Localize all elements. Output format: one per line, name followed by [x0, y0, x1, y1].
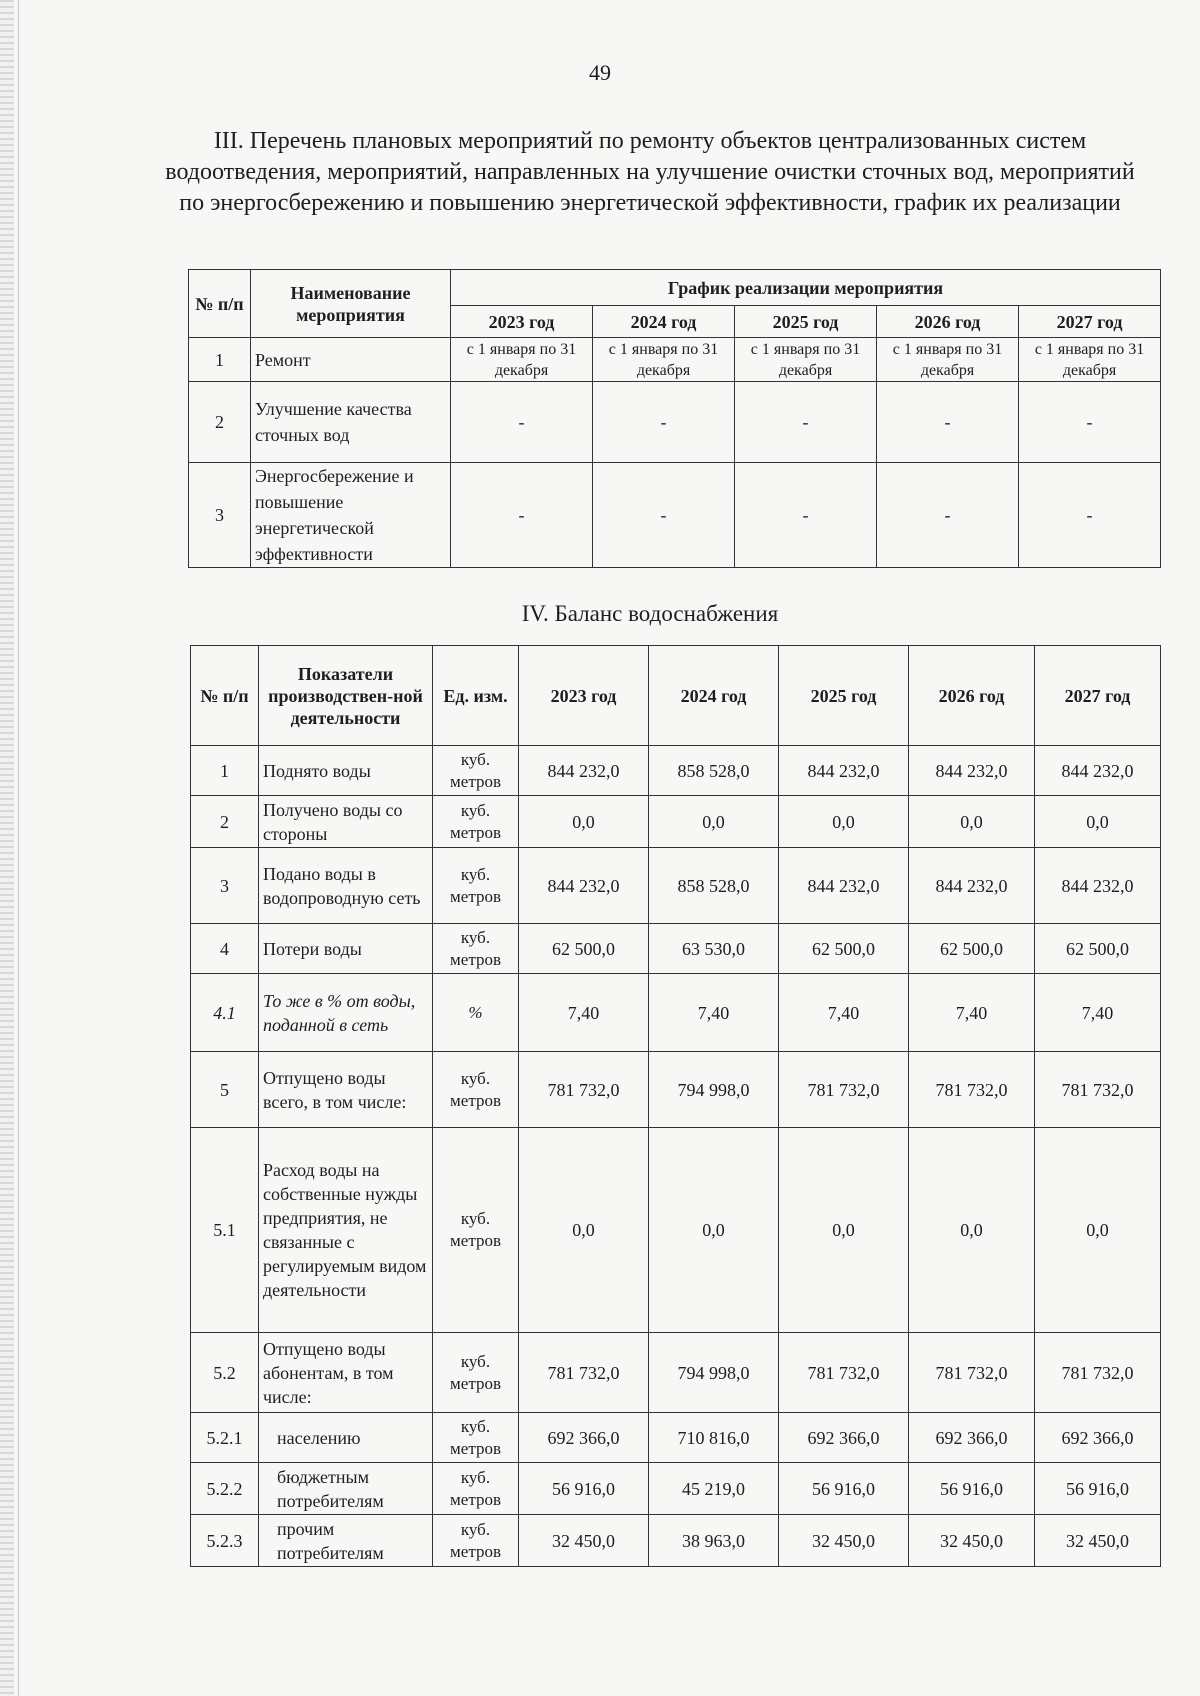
schedule-cell: -	[451, 382, 593, 463]
schedule-cell: с 1 января по 31 декабря	[735, 338, 877, 382]
table-row	[189, 338, 1161, 382]
value-cell: 781 732,0	[519, 1333, 649, 1413]
row-num: 5.2.1	[191, 1413, 259, 1463]
row-indicator: прочим потребителям	[259, 1515, 433, 1567]
row-unit: куб. метров	[433, 1333, 519, 1413]
row-indicator: Отпущено воды всего, в том числе:	[259, 1052, 433, 1128]
header-year: 2023 год	[519, 646, 649, 746]
value-cell: 7,40	[779, 974, 909, 1052]
header-year: 2024 год	[649, 646, 779, 746]
value-cell: 0,0	[1035, 1128, 1161, 1333]
header-unit: Ед. изм.	[433, 646, 519, 746]
schedule-cell: -	[735, 382, 877, 463]
table-row	[191, 848, 1161, 924]
row-indicator: бюджетным потребителям	[259, 1463, 433, 1515]
row-unit: куб. метров	[433, 1413, 519, 1463]
schedule-cell: -	[593, 463, 735, 568]
row-unit: куб. метров	[433, 1515, 519, 1567]
value-cell: 692 366,0	[1035, 1413, 1161, 1463]
row-unit: куб. метров	[433, 746, 519, 796]
row-unit: куб. метров	[433, 1463, 519, 1515]
row-num: 1	[189, 338, 251, 382]
table-row	[191, 924, 1161, 974]
header-year: 2023 год	[451, 306, 593, 338]
row-num: 4	[191, 924, 259, 974]
schedule-cell: -	[877, 382, 1019, 463]
schedule-cell: -	[1019, 382, 1161, 463]
value-cell: 844 232,0	[909, 746, 1035, 796]
value-cell: 0,0	[909, 796, 1035, 848]
value-cell: 62 500,0	[909, 924, 1035, 974]
value-cell: 710 816,0	[649, 1413, 779, 1463]
header-schedule: График реализации мероприятия	[451, 270, 1161, 306]
value-cell: 844 232,0	[519, 848, 649, 924]
row-name: Энергосбережение и повышение энергетической эффективности	[251, 463, 451, 568]
value-cell: 0,0	[649, 1128, 779, 1333]
value-cell: 32 450,0	[909, 1515, 1035, 1567]
row-indicator: населению	[259, 1413, 433, 1463]
header-event-name: Наименование мероприятия	[251, 270, 451, 338]
header-year: 2026 год	[909, 646, 1035, 746]
value-cell: 844 232,0	[779, 848, 909, 924]
value-cell: 781 732,0	[779, 1333, 909, 1413]
row-num: 2	[191, 796, 259, 848]
table-row	[191, 974, 1161, 1052]
value-cell: 45 219,0	[649, 1463, 779, 1515]
header-year: 2027 год	[1019, 306, 1161, 338]
row-indicator: Потери воды	[259, 924, 433, 974]
value-cell: 7,40	[649, 974, 779, 1052]
value-cell: 32 450,0	[519, 1515, 649, 1567]
row-unit: куб. метров	[433, 924, 519, 974]
value-cell: 0,0	[519, 796, 649, 848]
value-cell: 63 530,0	[649, 924, 779, 974]
value-cell: 781 732,0	[909, 1333, 1035, 1413]
value-cell: 62 500,0	[779, 924, 909, 974]
value-cell: 56 916,0	[779, 1463, 909, 1515]
schedule-cell: -	[735, 463, 877, 568]
schedule-cell: -	[1019, 463, 1161, 568]
value-cell: 692 366,0	[779, 1413, 909, 1463]
row-num: 5.2.3	[191, 1515, 259, 1567]
value-cell: 62 500,0	[519, 924, 649, 974]
value-cell: 794 998,0	[649, 1052, 779, 1128]
table-row	[191, 796, 1161, 848]
header-num: № п/п	[189, 270, 251, 338]
value-cell: 0,0	[779, 796, 909, 848]
row-indicator: То же в % от воды, поданной в сеть	[259, 974, 433, 1052]
section-4-title: IV. Баланс водоснабжения	[521, 601, 779, 626]
row-indicator: Поднято воды	[259, 746, 433, 796]
header-num: № п/п	[191, 646, 259, 746]
scan-edge-line	[18, 0, 19, 1696]
value-cell: 781 732,0	[909, 1052, 1035, 1128]
row-indicator: Получено воды со стороны	[259, 796, 433, 848]
value-cell: 56 916,0	[1035, 1463, 1161, 1515]
value-cell: 794 998,0	[649, 1333, 779, 1413]
value-cell: 858 528,0	[649, 848, 779, 924]
row-unit: куб. метров	[433, 848, 519, 924]
schedule-cell: с 1 января по 31 декабря	[1019, 338, 1161, 382]
row-indicator: Подано воды в водопроводную сеть	[259, 848, 433, 924]
value-cell: 0,0	[1035, 796, 1161, 848]
value-cell: 781 732,0	[1035, 1333, 1161, 1413]
value-cell: 32 450,0	[779, 1515, 909, 1567]
value-cell: 7,40	[519, 974, 649, 1052]
value-cell: 844 232,0	[1035, 848, 1161, 924]
value-cell: 844 232,0	[1035, 746, 1161, 796]
table-row	[189, 463, 1161, 568]
row-unit: куб. метров	[433, 1128, 519, 1333]
row-unit: куб. метров	[433, 1052, 519, 1128]
row-num: 5	[191, 1052, 259, 1128]
row-unit: куб. метров	[433, 796, 519, 848]
value-cell: 692 366,0	[909, 1413, 1035, 1463]
header-year: 2025 год	[779, 646, 909, 746]
header-indicator: Показатели производствен-ной деятельности	[259, 646, 433, 746]
value-cell: 0,0	[649, 796, 779, 848]
value-cell: 56 916,0	[519, 1463, 649, 1515]
events-schedule-table	[188, 269, 1161, 568]
row-num: 5.2.2	[191, 1463, 259, 1515]
value-cell: 32 450,0	[1035, 1515, 1161, 1567]
row-num: 5.1	[191, 1128, 259, 1333]
schedule-cell: -	[593, 382, 735, 463]
section-3-title: III. Перечень плановых мероприятий по ремонту объектов централизованных систем водоотведения, мероприятий, направленных на улучшение очистки сточных вод, мероприятий по энергосбережению и повышению энергетической эффективности, график их реализации	[165, 128, 1135, 216]
value-cell: 692 366,0	[519, 1413, 649, 1463]
value-cell: 781 732,0	[1035, 1052, 1161, 1128]
table-row	[191, 1413, 1161, 1463]
value-cell: 844 232,0	[519, 746, 649, 796]
table-row	[191, 1515, 1161, 1567]
table-row	[191, 1128, 1161, 1333]
header-year: 2025 год	[735, 306, 877, 338]
scan-edge	[0, 0, 14, 1696]
value-cell: 7,40	[1035, 974, 1161, 1052]
value-cell: 844 232,0	[909, 848, 1035, 924]
row-unit: %	[433, 974, 519, 1052]
row-num: 3	[189, 463, 251, 568]
value-cell: 62 500,0	[1035, 924, 1161, 974]
row-num: 4.1	[191, 974, 259, 1052]
water-balance-table	[190, 645, 1161, 1567]
page-number: 49	[589, 60, 611, 85]
value-cell: 7,40	[909, 974, 1035, 1052]
value-cell: 844 232,0	[779, 746, 909, 796]
schedule-cell: с 1 января по 31 декабря	[593, 338, 735, 382]
header-year: 2026 год	[877, 306, 1019, 338]
table-row	[191, 1052, 1161, 1128]
value-cell: 38 963,0	[649, 1515, 779, 1567]
value-cell: 0,0	[909, 1128, 1035, 1333]
row-num: 5.2	[191, 1333, 259, 1413]
schedule-cell: -	[877, 463, 1019, 568]
table-row	[191, 1463, 1161, 1515]
value-cell: 781 732,0	[779, 1052, 909, 1128]
value-cell: 0,0	[779, 1128, 909, 1333]
row-num: 2	[189, 382, 251, 463]
row-num: 3	[191, 848, 259, 924]
value-cell: 858 528,0	[649, 746, 779, 796]
row-indicator: Отпущено воды абонентам, в том числе:	[259, 1333, 433, 1413]
table-row	[191, 1333, 1161, 1413]
schedule-cell: с 1 января по 31 декабря	[451, 338, 593, 382]
value-cell: 56 916,0	[909, 1463, 1035, 1515]
table-row	[191, 746, 1161, 796]
table-row	[189, 382, 1161, 463]
value-cell: 781 732,0	[519, 1052, 649, 1128]
row-name: Улучшение качества сточных вод	[251, 382, 451, 463]
header-year: 2024 год	[593, 306, 735, 338]
schedule-cell: -	[451, 463, 593, 568]
row-name: Ремонт	[251, 338, 451, 382]
header-year: 2027 год	[1035, 646, 1161, 746]
value-cell: 0,0	[519, 1128, 649, 1333]
schedule-cell: с 1 января по 31 декабря	[877, 338, 1019, 382]
row-num: 1	[191, 746, 259, 796]
row-indicator: Расход воды на собственные нужды предприятия, не связанные с регулируемым видом деятельности	[259, 1128, 433, 1333]
